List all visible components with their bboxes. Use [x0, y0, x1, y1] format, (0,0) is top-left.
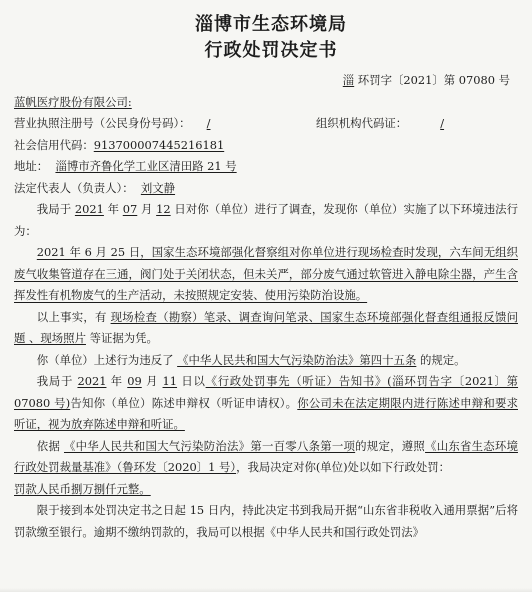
violated-law-paragraph [14, 350, 518, 372]
payment-instructions: 限于接到本处罚决定书之日起 15 日内，持此决定书到我局开据“山东省非税收入通用票据”后将罚款缴至银行。逾期不缴纳罚款的，我局可以根据《中华人民共和国行政处罚法》 [14, 503, 518, 539]
credit-code-row [14, 135, 518, 157]
credit-code-value: 913700007445216181 [93, 137, 225, 152]
license-value: / [206, 116, 211, 130]
investigation-text: 我局于 [36, 202, 72, 216]
investigation-text-tail: 日对你（单位）进行了调查，发现你（单位）实施了以下环境违法行为： [14, 202, 519, 238]
page-edge-shadow [0, 588, 532, 592]
notice-month-unit: 月 [146, 374, 159, 388]
year-unit: 年 [107, 202, 120, 216]
month-unit: 月 [140, 202, 153, 216]
legal-rep-value: 刘文静 [140, 180, 176, 195]
address-label: 地址： [14, 159, 49, 173]
violated-law-tail: 的规定。 [419, 352, 466, 367]
notice-year-unit: 年 [110, 374, 123, 388]
basis-standard: 《山东省生态环境行政处罚裁量基准》（鲁环发〔2020〕1 号） [14, 438, 518, 474]
legal-basis-paragraph [14, 436, 518, 479]
evidence-lead: 以上事实，有 [36, 309, 107, 324]
investigation-year: 2021 [74, 202, 104, 216]
violated-law: 《中华人民共和国大气污染防治法》第四十五条 [177, 352, 417, 367]
notice-day: 11 [162, 374, 178, 388]
document-title-line1: 淄博市生态环境局 [195, 14, 347, 35]
evidence-paragraph [14, 307, 518, 350]
evidence-list: 现场检查（勘察）笔录、调查询问笔录、国家生态环境部强化督查组通报反馈问题 、现场照片 [14, 309, 518, 345]
investigation-paragraph [14, 199, 518, 242]
notice-lead: 我局于 [36, 374, 74, 388]
license-label: 营业执照注册号（公民身份号码）： [14, 116, 191, 130]
evidence-tail: 等证据为凭。 [89, 331, 158, 345]
basis-lead: 依据 [36, 438, 61, 453]
legal-rep-row [14, 178, 518, 200]
investigation-month: 07 [122, 202, 138, 216]
document-title-line2: 行政处罚决定书 [204, 40, 338, 61]
hearing-notice-paragraph [14, 371, 518, 436]
violated-law-lead: 你（单位）上述行为违反了 [36, 352, 174, 367]
notice-day-unit: 日以 [181, 374, 206, 388]
notice-year: 2021 [77, 374, 107, 388]
notice-rights: 告知你（单位）陈述申辩权（听证申请权）。 [70, 395, 298, 410]
org-code-label: 组织机构代码证： [316, 116, 408, 130]
basis-law: 《中华人民共和国大气污染防治法》第一百零八条第一项 [63, 438, 356, 453]
address-row [14, 156, 518, 178]
doc-number-prefix: 淄 [342, 73, 355, 87]
legal-rep-label: 法定代表人（负责人）： [14, 180, 134, 195]
document-number [14, 70, 518, 92]
violation-facts: 2021 年 6 月 25 日，国家生态环境部强化督察组对你单位进行现场检查时发现，六车间无组织废气收集管道存在三通，阀门处于关闭状态，但未关严，部分废气通过软管进入静电除尘器，产生含挥发性有机物废气的生产活动，未按照规定安装、使用污染防治设施。 [14, 245, 518, 302]
investigation-day: 12 [156, 202, 171, 216]
doc-number-rest: 环罚字〔2021〕第 07080 号 [357, 73, 510, 87]
notice-waiver: 你公司未在法定期限内进行陈述申辩和要求听证，视为放弃陈述申辩和听证。 [14, 395, 518, 431]
notice-document: 《行政处罚事先（听证）告知书》(淄环罚告字〔2021〕第 07080 号) [14, 374, 519, 410]
party-name: 蓝帆医疗股份有限公司: [14, 94, 132, 109]
license-and-org-row [14, 113, 518, 135]
basis-tail: ，我局决定对你(单位)处以如下行政处罚： [236, 460, 451, 474]
penalty-amount: 罚款人民币捌万捌仟元整。 [14, 481, 151, 496]
credit-code-label: 社会信用代码： [14, 137, 94, 152]
notice-month: 09 [127, 374, 142, 388]
basis-mid: 的规定，遵照 [355, 438, 426, 453]
org-code-value: / [440, 116, 445, 130]
address-value: 淄博市齐鲁化学工业区清田路 21 号 [55, 159, 237, 173]
